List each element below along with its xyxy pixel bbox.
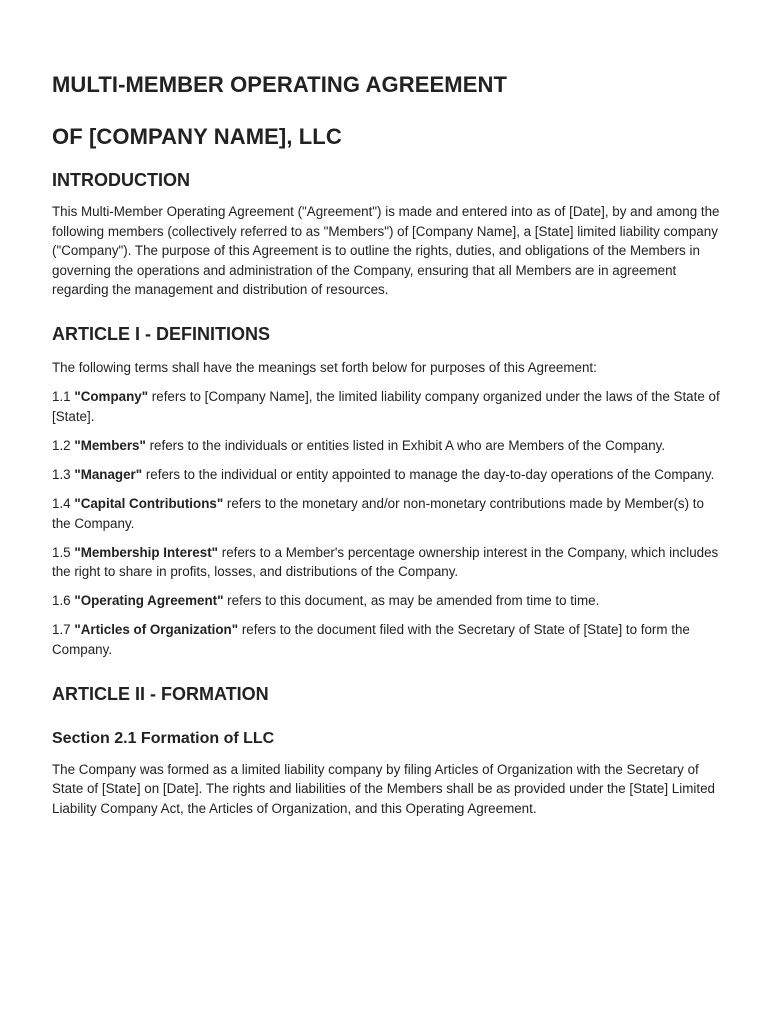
definition-1-5 bbox=[52, 543, 720, 582]
introduction-heading: INTRODUCTION bbox=[52, 170, 190, 190]
definition-1-7 bbox=[52, 620, 720, 659]
introduction-paragraph: This Multi-Member Operating Agreement ("Agreement") is made and entered into as of [Date], by and among the following members (collectively referred to as "Members") of [Company Name], a [State] limited liability company ("Company"). The purpose of this Agreement is to outline the rights, duties, and obligations of the Members in governing the operations and administration of the Company, ensuring that all Members are in agreement regarding the management and distribution of resources. bbox=[52, 204, 720, 298]
article-1-heading: ARTICLE I - DEFINITIONS bbox=[52, 323, 270, 344]
definition-term: "Operating Agreement" bbox=[74, 593, 224, 609]
definition-1-6 bbox=[52, 591, 720, 611]
definition-1-1 bbox=[52, 387, 720, 426]
definition-text: refers to this document, as may be amended from time to time. bbox=[223, 593, 600, 609]
definition-text: refers to [Company Name], the limited liability company organized under the laws of the State of [State]. bbox=[52, 389, 720, 424]
definition-term: "Company" bbox=[74, 389, 149, 405]
document-title-line-1: MULTI-MEMBER OPERATING AGREEMENT bbox=[52, 72, 507, 97]
definition-number: 1.2 bbox=[52, 437, 75, 453]
definition-1-3 bbox=[52, 465, 720, 485]
definition-text: refers to the document filed with the Secretary of State of [State] to form the Company. bbox=[52, 622, 690, 657]
definition-term: "Capital Contributions" bbox=[74, 495, 224, 511]
definition-term: "Manager" bbox=[74, 466, 143, 482]
introduction-section bbox=[52, 168, 720, 300]
document-page bbox=[52, 68, 720, 818]
definition-term: "Articles of Organization" bbox=[74, 622, 239, 638]
definition-text: refers to the individual or entity appointed to manage the day-to-day operations of the Company. bbox=[142, 466, 715, 482]
definition-number: 1.5 bbox=[52, 544, 75, 560]
article-2-section bbox=[52, 682, 720, 819]
definition-term: "Membership Interest" bbox=[74, 544, 219, 560]
definition-number: 1.4 bbox=[52, 495, 75, 511]
article-2-heading: ARTICLE II - FORMATION bbox=[52, 683, 269, 704]
definition-term: "Members" bbox=[74, 437, 146, 453]
definition-text: refers to the individuals or entities listed in Exhibit A who are Members of the Company. bbox=[145, 437, 666, 453]
section-2-1-heading: Section 2.1 Formation of LLC bbox=[52, 729, 275, 747]
definition-text: refers to the monetary and/or non-monetary contributions made by Member(s) to the Company. bbox=[52, 495, 704, 531]
article-1-lead-paragraph: The following terms shall have the meanings set forth below for purposes of this Agreement: bbox=[52, 359, 597, 375]
definition-number: 1.1 bbox=[52, 389, 75, 405]
definition-1-2 bbox=[52, 436, 720, 456]
definition-number: 1.6 bbox=[52, 593, 75, 609]
document-title-line-2: OF [COMPANY NAME], LLC bbox=[52, 124, 342, 149]
definition-number: 1.3 bbox=[52, 466, 75, 482]
definition-number: 1.7 bbox=[52, 622, 75, 638]
section-2-1-paragraph: The Company was formed as a limited liability company by filing Articles of Organization with the Secretary of State of [State] on [Date]. The rights and liabilities of the Members shall be as provided under the [State] Limited Liability Company Act, the Articles of Organization, and this Operating Agreement. bbox=[52, 761, 715, 816]
definition-1-4 bbox=[52, 494, 720, 533]
definition-text: refers to a Member's percentage ownership interest in the Company, which includes the right to share in profits, losses, and distributions of the Company. bbox=[52, 544, 719, 580]
article-1-section bbox=[52, 322, 720, 660]
